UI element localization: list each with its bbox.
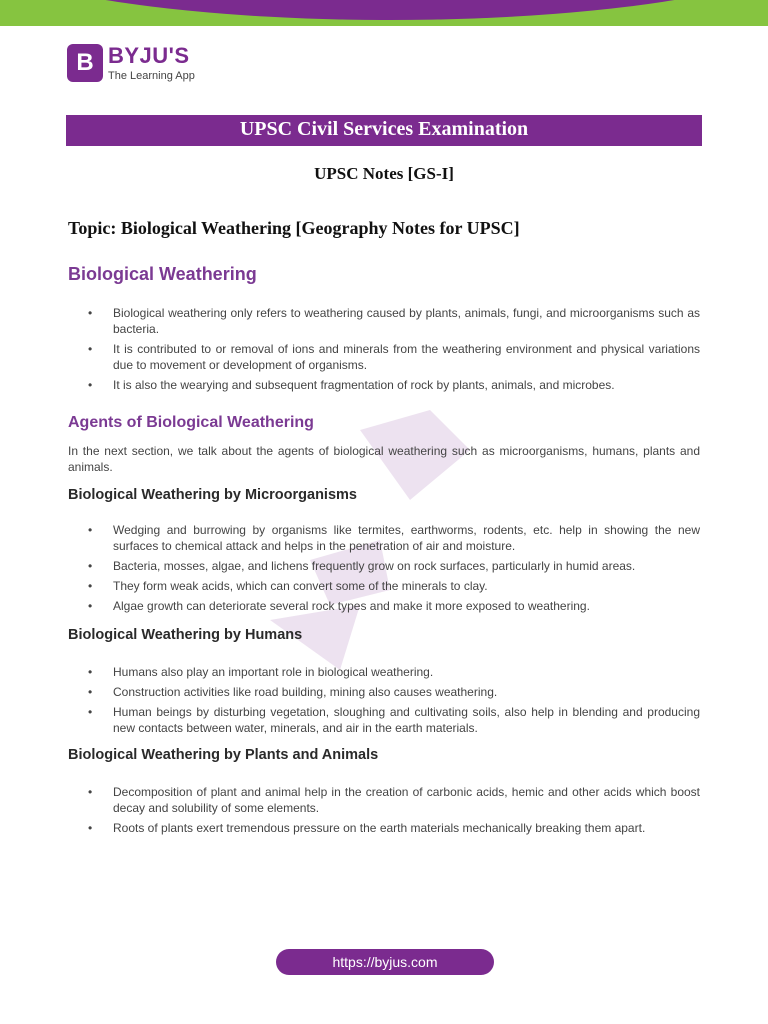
bullet-icon: • — [88, 821, 93, 835]
topic-heading: Topic: Biological Weathering [Geography Notes for UPSC] — [68, 218, 520, 238]
list-item — [88, 341, 700, 373]
list-item — [88, 558, 700, 574]
list-item-text: Algae growth can deteriorate several rock types and make it more exposed to weathering. — [113, 599, 590, 613]
list-item-text: Roots of plants exert tremendous pressure on the earth materials mechanically breaking them apart. — [113, 821, 646, 835]
list-item-text: They form weak acids, which can convert some of the minerals to clay. — [113, 579, 488, 593]
bullet-icon: • — [88, 559, 93, 573]
list-item — [88, 305, 700, 337]
bullet-icon: • — [88, 378, 93, 392]
list-item — [88, 704, 700, 736]
list-item-text: Bacteria, mosses, algae, and lichens frequently grow on rock surfaces, particularly in humid areas. — [113, 559, 636, 573]
agents-intro: In the next section, we talk about the agents of biological weathering such as microorganisms, humans, plants and animals. — [68, 444, 700, 474]
exam-banner: UPSC Civil Services Examination — [66, 115, 702, 146]
list-item-text: Human beings by disturbing vegetation, sloughing and cultivating soils, also help in blending and producing new contacts between water, minerals, and air in the earth materials. — [113, 705, 700, 735]
list-item-text: It is also the wearying and subsequent fragmentation of rock by plants, animals, and microbes. — [113, 378, 615, 392]
bullet-icon: • — [88, 785, 93, 799]
list-item-text: Decomposition of plant and animal help in the creation of carbonic acids, hemic and other acids which boost decay and solubility of some elements. — [113, 785, 700, 815]
list-item-text: It is contributed to or removal of ions and minerals from the weathering environment and physical variations due to movement or development of organisms. — [113, 342, 700, 372]
biological-weathering-list — [88, 305, 700, 397]
list-item — [88, 664, 700, 680]
section-heading-biological-weathering: Biological Weathering — [68, 264, 257, 284]
subheading-humans: Biological Weathering by Humans — [68, 627, 303, 643]
bullet-icon: • — [88, 306, 93, 320]
header-decoration — [0, 0, 768, 26]
list-item — [88, 684, 700, 700]
list-item — [88, 578, 700, 594]
bullet-icon: • — [88, 523, 93, 537]
logo-tagline: The Learning App — [108, 70, 195, 82]
bullet-icon: • — [88, 579, 93, 593]
list-item — [88, 784, 700, 816]
list-item — [88, 522, 700, 554]
bullet-icon: • — [88, 599, 93, 613]
bullet-icon: • — [88, 685, 93, 699]
bullet-icon: • — [88, 342, 93, 356]
list-item-text: Wedging and burrowing by organisms like termites, earthworms, rodents, etc. help in showing the new surfaces to chemical attack and helps in the penetration of air and moisture. — [113, 523, 700, 553]
humans-list — [88, 664, 700, 740]
list-item-text: Humans also play an important role in biological weathering. — [113, 665, 434, 679]
microorganisms-list — [88, 522, 700, 618]
byjus-logo — [67, 44, 207, 86]
list-item — [88, 598, 700, 614]
subheading-plants-animals: Biological Weathering by Plants and Animals — [68, 747, 379, 763]
subheading-microorganisms: Biological Weathering by Microorganisms — [68, 487, 357, 503]
logo-icon: B — [67, 44, 103, 82]
list-item — [88, 377, 700, 393]
bullet-icon: • — [88, 665, 93, 679]
notes-title: UPSC Notes [GS-I] — [314, 164, 454, 183]
list-item-text: Construction activities like road building, mining also causes weathering. — [113, 685, 498, 699]
plants-animals-list — [88, 784, 700, 840]
logo-name: BYJU'S — [108, 43, 190, 68]
list-item-text: Biological weathering only refers to weathering caused by plants, animals, fungi, and microorganisms such as bacteria. — [113, 306, 700, 336]
section-heading-agents: Agents of Biological Weathering — [68, 414, 314, 431]
bullet-icon: • — [88, 705, 93, 719]
footer-url-link[interactable]: https://byjus.com — [276, 949, 494, 975]
list-item — [88, 820, 700, 836]
